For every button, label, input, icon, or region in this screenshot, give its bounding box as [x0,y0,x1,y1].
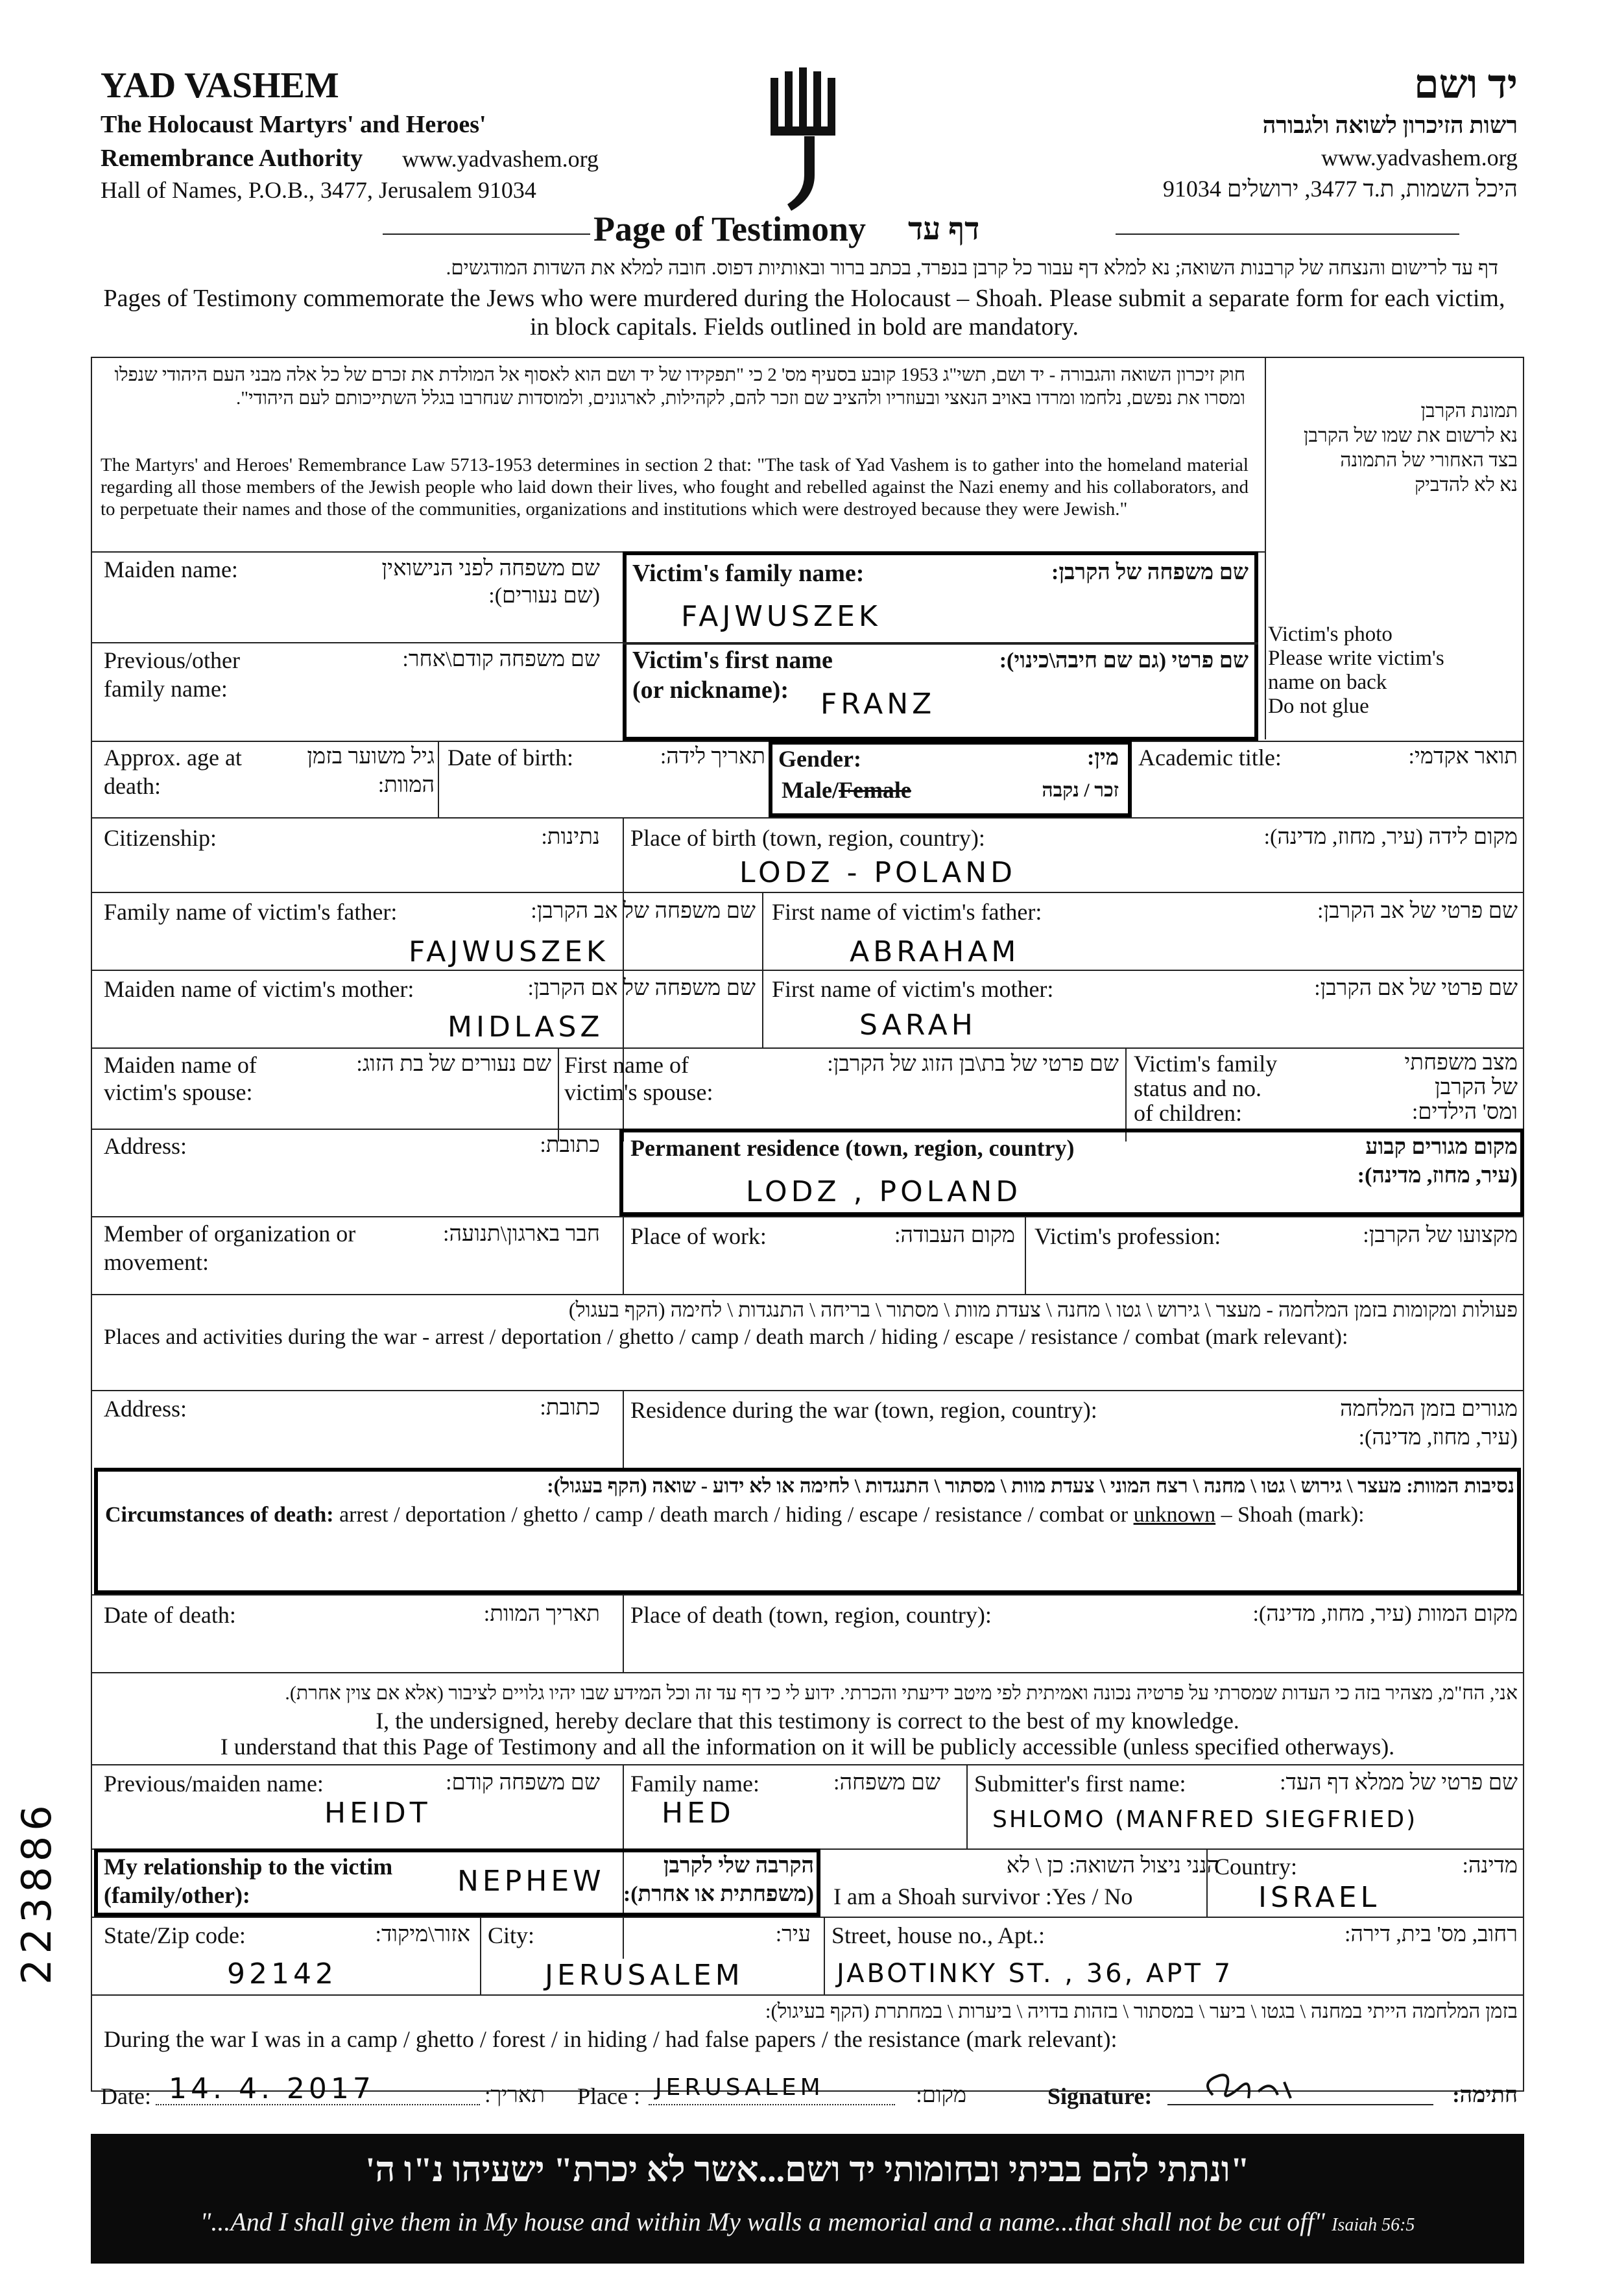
page-of-testimony: YAD VASHEM The Holocaust Martyrs' and Heroes' Remembrance Authority www.yadvashem.org Hall of Names, P.O.B., 3477, Jerusalem 91034 יד ושם רשות הזיכרון לשואה ולגבורה www.yadvashem.org היכל השמות, ת.ד 3477, ירושלים 91034 Page of Testimony דף עד דף עד לרישום והנצחה של קרבנות השואה; נא למלא דף עבור כל קרבן בנפרד, בכתב ברור ובאותיות דפוס. חובה למלא את השדות המודגשים. Pages of Testimony commemorate the Jews who were murdered during the Holocaust – Shoah. Please submit a separate form for each victim, in block capitals. Fields outlined in bold are mandatory. חוק זיכרון השואה והגבורה - יד ושם, תשי"ג 1953 קובע בסעיף מס' 2 כי "תפקידו של יד ושם הוא לאסוף אל המולדת את זכרם של כל אלה מבני העם היהודי שנפלו ומסרו את נפשם, נלחמו ומרדו באויב הנאצי ובעוזריו ולהציב שם וזכר להם, לקהילות, לארגונים, ולמוסדות שנחרבו בגלל השתייכותם לעם היהודי". The Martyrs' and Heroes' Remembrance Law 5713-1953 determines in section 2 that: "The task of Yad Vashem is to gather into the homeland material regarding all those members of the Jewish people who laid down their lives, who fought and rebelled against the Nazi enemy and his collaborators, and to perpetuate their names and those of the communities, organizations and institutions which were destroyed because they were Jewish." תמונת הקרבן נא לרשום את שמו של הקרבן בצד האחורי של התמונה נא לא להדביק Victim's photo Please write victim's name on back Do not glue Maiden name: שם משפחה לפני הנישואין (שם נעורים): Victim's family name: שם משפחה של הקרבן: FAJWUSZEK Previous/other family name: שם משפחה קודם\אחר: Victim's first name (or nickname): שם פרטי (גם שם חיבה\כינוי): FRANZ Approx. age at death: גיל משוער בזמן המוות: Date of birth: תאריך לידה: Gender: מין: Male/Female זכר / נקבה Academic title: תואר אקדמי: Citizenship: נתינות: Place of birth (town, region, country): מקום לידה (עיר, מחוז, מדינה): LODZ - POLAND Family name of victim's father: שם משפחה של אב הקרבן: First name of victim's father: שם פרטי של אב הקרבן: FAJWUSZEK ABRAHAM Maiden name of victim's mother: שם משפחה של אם הקרבן: First name of victim's mother: שם פרטי של אם הקרבן: MIDLASZ SARAH Maiden name of victim's spouse: שם נעורים של בת הזוג: First name of victim's spouse: שם פרטי של בת\בן הזוג של הקרבן: Victim's family status and no. of children: מצב משפחתי של הקרבן ומס' הילדים: Address: כתובת: Permanent residence (town, region, country) מקום מגורים קבוע (עיר, מחוז, מדינה): LODZ , POLAND Member of organization or movement: חבר בארגון\תנועה: Place of work: מקום העבודה: Victim's profession: מקצועו של הקרבן: פעולות ומקומות בזמן המלחמה - מעצר \ גירוש \ גטו \ מחנה \ צעדת מוות \ מסתור \ בריחה \ התנגדות \ לחימה (הקף בעגול) Places and activities during the war - arrest / deportation / ghetto / camp / death march / hiding / escape / resistance / combat (mark relevant): Address: כתובת: Residence during the war (town, region, country): מגורים בזמן המלחמה (עיר, מחוז, מדינה): נסיבות המוות: מעצר \ גירוש \ גטו \ מחנה \ רצח המוני \ צעדת מוות \ מסתור \ התנגדות \ לחימה או לא ידוע - שואה (הקף בעגול): Circumstances of death: arrest / deportation / ghetto / camp / death march / hiding / escape / resistance / combat or unknown – Shoah (mark): Date of death: תאריך המוות: Place of death (town, region, country): מקום המוות (עיר, מחוז, מדינה): אני, הח"מ, מצהיר בזה כי העדות שמסרתי על פרטיה נכונה ואמיתית לפי מיטב ידיעתי והכרתי. ידוע לי כי דף עד זה וכל המידע שבו יהיו גלויים לציבור (אלא אם צוין אחרת). I, the undersigned, hereby declare that this testimony is correct to the best of my knowledge. I understand that this Page of Testimony and all the information on it will be publicly accessible (unless specified otherways). Previous/maiden name: שם משפחה קודם: HEIDT Family name: שם משפחה: HED Submitter's first name: שם פרטי של ממלא דף העד: SHLOMO (MANFRED SIEGFRIED) My relationship to the victim (family/other): הקרבה שלי לקרבן (משפחתית או אחרת): NEPHEW הנני ניצול השואה: כן \ לא I am a Shoah survivor :Yes / No Country: מדינה: ISRAEL State/Zip code: אזור\מיקוד: 92142 City: עיר: JERUSALEM Street, house no., Apt.: רחוב, מס' בית, דירה: JABOTINKY ST. , 36, APT 7 בזמן המלחמה הייתי במחנה \ בגטו \ ביער \ במסתור \ בזהות בדויה \ ביערות \ במחתרת (הקף בעיגול): During the war I was in a camp / ghetto / forest / in hiding / had false papers / the resistance (mark relevant): Date: 14. 4. 2017 תאריך: Place : JERUSALEM מקום: Signature: חתימה: "ונתתי להם בביתי ובחומותי יד ושם...אשר לא יכרת" ישעיהו נ"ו ה' "...And I shall give them in My house and within My walls a memorial and a name...that shall not be cut off" Isaiah 56:5 223886 [0,0,1602,2296]
org-subtitle-he: רשות הזיכרון לשואה ולגבורה [1262,112,1518,138]
declaration-he: אני, הח"מ, מצהיר בזה כי העדות שמסרתי על פרטיה נכונה ואמיתית לפי מיטב ידיעתי והכרתי. ידוע לי כי דף עד זה וכל המידע שבו יהיו גלויים לציבור (אלא אם צוין אחרת). [285,1682,1518,1704]
place-of-birth-value[interactable]: LODZ - POLAND [739,856,1017,889]
website-he: www.yadvashem.org [1321,145,1518,171]
zip-code-value[interactable]: 92142 [227,1957,337,1991]
relationship-value[interactable]: NEPHEW [457,1865,605,1898]
law-hebrew: חוק זיכרון השואה והגבורה - יד ושם, תשי"ג 1953 קובע בסעיף מס' 2 כי "תפקידו של יד ושם הוא לאסוף אל המולדת את זכרם של כל אלה מבני העם היהודי שנפלו ומסרו את נפשם, נלחמו ומרדו באויב הנאצי ובעוזריו ולהציב שם וזכר להם, לקהילות, לארגונים, ולמוסדות שנחרבו בגלל השתייכותם לעם היהודי". [114,365,1245,409]
submitter-first-name-value[interactable]: SHLOMO (MANFRED SIEGFRIED) [992,1806,1418,1833]
page-title-he: דף עד [908,212,980,246]
date-value[interactable]: 14. 4. 2017 [169,2072,375,2105]
street-value[interactable]: JABOTINKY ST. , 36, APT 7 [837,1959,1234,1989]
submitter-family-name-value[interactable]: HED [662,1797,735,1830]
law-english: The Martyrs' and Heroes' Remembrance Law 5713-1953 determines in section 2 that: "The task of Yad Vashem is to gather into the homeland material regarding all those members of the Jewish people who laid down their lives, who fought and rebelled against the Nazi enemy and his collaborators, and to perpetuate their names and those of the communities, organizations and institutions which were destroyed because they were Jewish." [101,455,1249,520]
footer-quote-he: "ונתתי להם בביתי ובחומותי יד ושם...אשר לא יכרת" ישעיהו נ"ו ה' [365,2150,1250,2189]
mother-maiden-name-value[interactable]: MIDLASZ [448,1010,604,1044]
place-value[interactable]: JERUSALEM [655,2074,824,2101]
declaration-en-2: I understand that this Page of Testimony and all the information on it will be publicly accessible (unless specified otherways). [220,1734,1395,1760]
website-en: www.yadvashem.org [402,146,599,172]
maiden-name-label: Maiden name: [104,556,238,582]
city-value[interactable]: JERUSALEM [545,1959,744,1992]
intro-english: Pages of Testimony commemorate the Jews who were murdered during the Holocaust – Shoah. Please submit a separate form for each victim, in block capitals. Fields outlined in bold are mandatory. [103,285,1505,341]
war-location-text: During the war I was in a camp / ghetto / forest / in hiding / had false papers / the resistance (mark relevant): [104,2026,1118,2052]
footer-banner [91,2134,1524,2264]
yad-vashem-logo-icon [765,65,850,214]
org-name-he: יד ושם [1413,63,1518,107]
org-subtitle-2: Remembrance Authority [101,145,363,172]
margin-number: 223886 [13,1800,60,1985]
intro-hebrew: דף עד לרישום והנצחה של קרבנות השואה; נא למלא דף עבור כל קרבן בנפרד, בכתב ברור ובאותיות דפוס. חובה למלא את השדות המודגשים. [446,256,1498,279]
org-subtitle-1: The Holocaust Martyrs' and Heroes' [101,111,486,138]
permanent-residence-value[interactable]: LODZ , POLAND [746,1175,1022,1208]
submitter-prev-name-value[interactable]: HEIDT [324,1797,431,1830]
victim-family-name-value[interactable]: FAJWUSZEK [681,600,881,633]
photo-instructions-he: תמונת הקרבן נא לרשום את שמו של הקרבן בצד האחורי של התמונה נא לא להדביק [1303,400,1518,496]
gender-male-option[interactable]: Male/Female [782,777,911,803]
declaration-en-1: I, the undersigned, hereby declare that this testimony is correct to the best of my knowledge. [376,1708,1239,1734]
father-family-name-value[interactable]: FAJWUSZEK [409,935,609,968]
footer-quote-en: "...And I shall give them in My house and within My walls a memorial and a name...that shall not be cut off" Isaiah 56:5 [200,2207,1415,2236]
victim-first-name-value[interactable]: FRANZ [820,688,936,721]
page-title-en: Page of Testimony [593,209,867,248]
signature-mark-icon [1193,2063,1323,2114]
survivor-yes-no[interactable]: I am a Shoah survivor :Yes / No [833,1883,1133,1909]
address-en: Hall of Names, P.O.B., 3477, Jerusalem 91034 [101,177,536,203]
father-first-name-value[interactable]: ABRAHAM [850,935,1020,968]
org-name-en: YAD VASHEM [101,66,339,106]
photo-instructions-en: Victim's photo Please write victim's name on back Do not glue [1268,623,1444,718]
circumstances-text: Circumstances of death: arrest / deportation / ghetto / camp / death march / hiding / escape / resistance / combat or unknown – Shoah (mark): [105,1503,1365,1527]
country-value[interactable]: ISRAEL [1258,1881,1381,1914]
mother-first-name-value[interactable]: SARAH [859,1009,977,1042]
address-he: היכל השמות, ת.ד 3477, ירושלים 91034 [1162,176,1518,202]
